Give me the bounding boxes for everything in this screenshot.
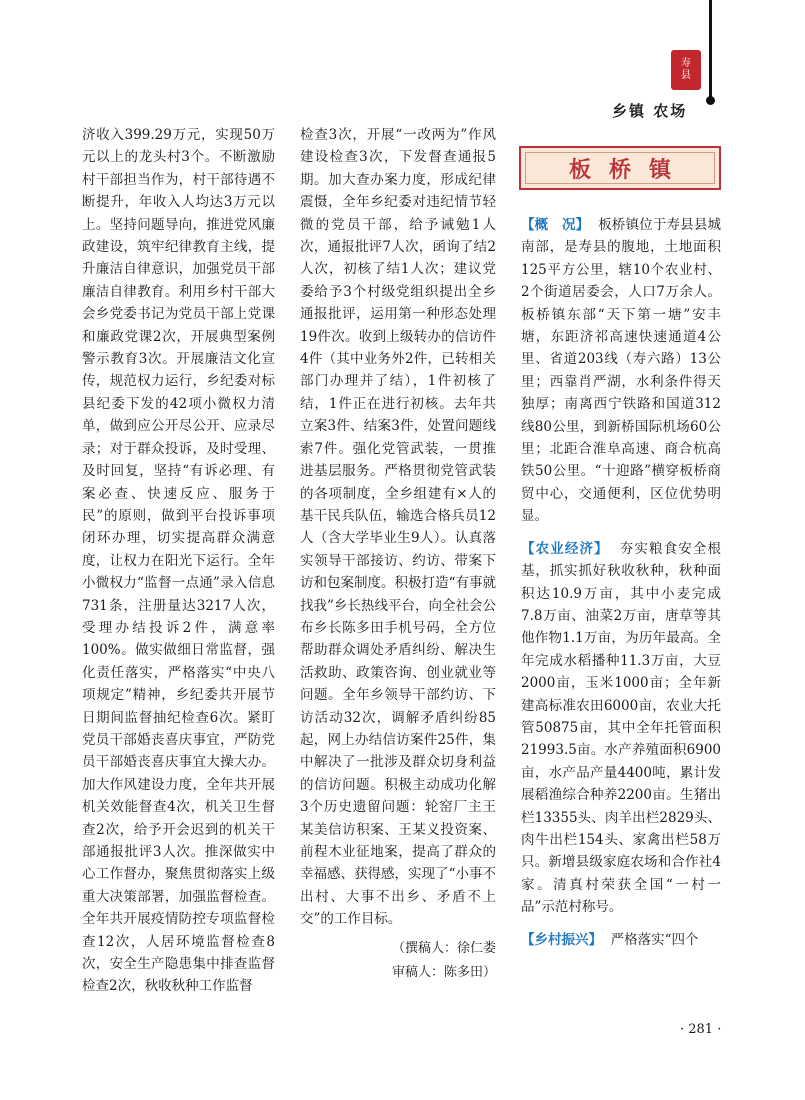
body-paragraph: 济收入399.29万元，实现50万元以上的龙头村3个。不断激励村干部担当作为，村干部待遇不断提升，年收入人均达3万元以上。坚持问题导向，推进党风廉政建设，筑牢纪律教育主线，提升廉洁自律意识，加强党员干部廉洁自律教育。利用乡村干部大会乡党委书记为党员干部上党课和廉政党课2次，开展典型案例警示教育3次。开展廉洁文化宣传，规范权力运行，乡纪委对标县纪委下发的42项小微权力清单，做到应公开尽公开、应录尽录；对于群众投诉，及时受理、及时回复，坚持“有诉必理、有案必查、快速反应、服务于民”的原则，做到平台投诉事项闭环办理，切实提高群众满意度，让权力在阳光下运行。全年小微权力“监督一点通”录入信息731条，注册量达3217人次，受理办结投诉2件，满意率100%。做实做细日常监督，强化责任落实，严格落实“中央八项规定”精神，乡纪委共开展节日期间监督抽纪检查6次。紧盯党员干部婚丧喜庆事宜，严防党员干部婚丧喜庆事宜大操大办。加大作风建设力度，全年共开展机关效能督查4次，机关卫生督查2次，给予开会迟到的机关干部通报批评3人次。推深做实中心工作督办，聚焦贯彻落实上级重大决策部署，加强监督检查。全年共开展疫情防控专项监督检查12次，人居环境监督检查8次，安全生产隐患集中排查监督检查2次，秋收秋种工作监督 <box>82 127 275 995</box>
seal-char: 县 <box>681 70 691 81</box>
agri-text: 夯实粮食安全根基，抓实抓好秋收秋种，秋种面积达10.9万亩，其中小麦完成7.8万亩、油菜2万亩，唐草等其他作物1.1万亩，为历年最高。全年完成水稻播种11.3万亩，大豆2000亩，玉米1000亩；全年新建高标准农田6000亩，农业大托管50875亩，其中全年托管面积21993.5亩。水产养殖面积6900亩，水产品产量4400吨，累计发展稻渔综合种养2200亩。生猪出栏13355头、肉羊出栏2829头、肉牛出栏154头、家禽出栏58万只。新增县级家庭农场和合作社4家。清真村荣获全国“一村一品”示范村称号。 <box>521 540 722 916</box>
text-column-1 <box>82 124 275 998</box>
section-heading: 乡镇 农场 <box>612 102 688 120</box>
overview-tag: 【概 况】 <box>521 217 590 233</box>
author-line: （撰稿人：徐仁娄 <box>391 940 496 956</box>
rural-text: 严格落实“四个 <box>610 931 699 948</box>
text-column-3 <box>521 214 721 951</box>
text-column-2 <box>300 124 496 985</box>
rural-tag: 【乡村振兴】 <box>521 931 602 948</box>
town-title: 板桥镇 <box>568 156 689 183</box>
town-title-box <box>519 146 721 190</box>
header-rule-dot <box>706 96 715 105</box>
body-paragraph: 检查3次，开展“一改两为”作风建设检查3次，下发督查通报5期。加大查办案力度，形成纪律震慑，全年乡纪委对违纪情节轻微的党员干部，给予诫勉1人次，通报批评7人次，函询了结2人次，初核了结1人次；建议党委给予3个村级党组织提出全乡通报批评，运用第一种形态处理19件次。收到上级转办的信访件4件（其中业务外2件，已转相关部门办理并了结），1件初核了结，1件正在进行初核。去年共立案3件、结案3件，处置问题线索7件。强化党管武装，一贯推进基层服务。严格贯彻党管武装的各项制度，全乡组建有×人的基干民兵队伍，输选合格兵员12人（含大学毕业生9人）。认真落实领导干部接访、约访、带案下访和包案制度。积极打造“有事就找我”乡长热线平台，向全社会公布乡长陈多田手机号码，全方位帮助群众调处矛盾纠纷、解决生活救助、政策咨询、创业就业等问题。全年乡领导干部约访、下访活动32次，调解矛盾纠纷85起，网上办结信访案件25件，集中解决了一批涉及群众切身利益的信访问题。积极主动成功化解3个历史遗留问题：轮窑厂主王某美信访积案、王某义投资案、前程木业征地案，提高了群众的幸福感、获得感，实现了“小事不出村、大事不出乡、矛盾不上交”的工作目标。 <box>300 127 496 928</box>
header-vertical-rule <box>709 0 712 100</box>
reviewer-line: 审稿人：陈多田） <box>391 964 496 980</box>
overview-text: 板桥镇位于寿县县城南部，是寿县的腹地，土地面积125平方公里，辖10个农业村、2个街道居委会，人口7万余人。板桥镇东部“天下第一塘”安丰塘，东距济祁高速快速通道4公里、省道203线（寿六路）13公里；西靠肖严湖，水利条件得天独厚；南离西宁铁路和国道312线80公里，到新桥国际机场60公里；北距合淮阜高速、商合杭高铁50公里。“十迎路”横穿板桥商贸中心，交通便利，区位优势明显。 <box>521 217 722 525</box>
page-number: · 281 · <box>680 1022 722 1037</box>
author-signature <box>300 937 496 985</box>
yearbook-seal-logo <box>671 50 701 90</box>
agri-paragraph <box>521 538 721 919</box>
agri-tag: 【农业经济】 <box>521 540 609 557</box>
rural-paragraph <box>521 929 721 951</box>
seal-char: 寿 <box>681 58 691 69</box>
overview-paragraph <box>521 214 721 528</box>
